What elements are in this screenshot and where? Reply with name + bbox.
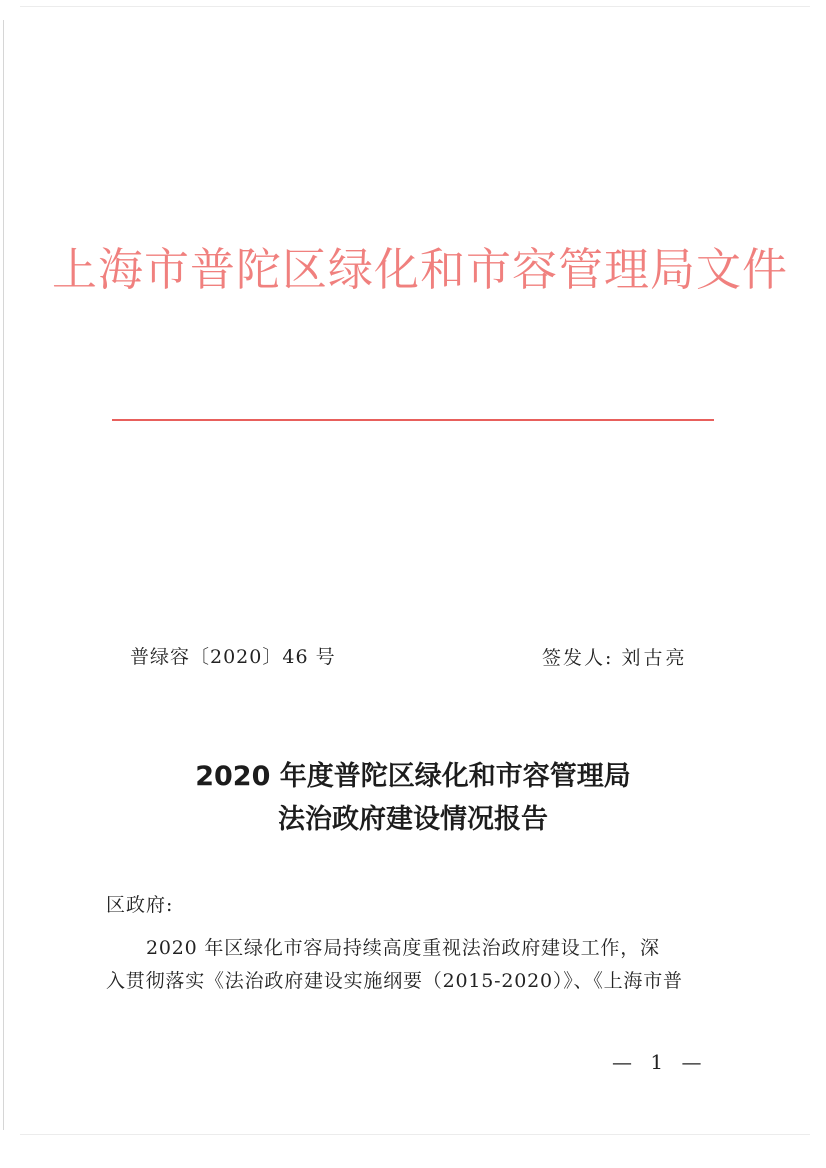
scan-edge-top (20, 6, 810, 7)
salutation: 区政府: (106, 894, 174, 916)
document-number: 普绿容〔2020〕46 号 (130, 646, 336, 668)
scan-edge-bottom (20, 1134, 810, 1135)
report-title-line-1: 2020 年度普陀区绿化和市容管理局 (195, 761, 631, 792)
report-title-line-2: 法治政府建设情况报告 (278, 804, 548, 835)
body-paragraph-line-2: 入贯彻落实《法治政府建设实施纲要（2015-2020）》、《上海市普 (106, 970, 683, 992)
page-number: — 1 — (612, 1050, 708, 1074)
scan-edge-left (3, 20, 4, 1130)
document-issuer-header: 上海市普陀区绿化和市容管理局文件 (52, 243, 789, 296)
red-separator-rule (112, 419, 714, 421)
signer-block (542, 643, 687, 670)
signer-name: 刘古亮 (621, 647, 688, 669)
report-title (80, 755, 746, 841)
signer-label: 签发人: (542, 647, 614, 669)
body-paragraph-line-1: 2020 年区绿化市容局持续高度重视法治政府建设工作，深 (146, 937, 660, 959)
